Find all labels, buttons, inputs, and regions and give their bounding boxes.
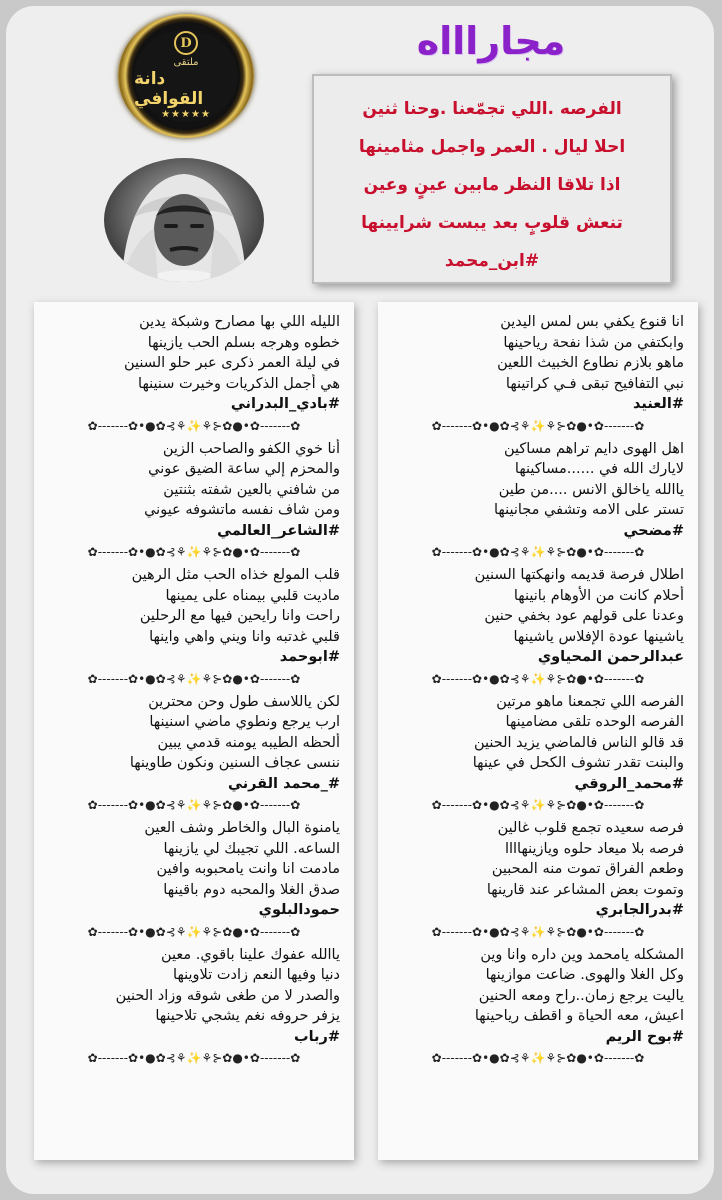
ornament-left: ✿-------✿•●✿⊰⚘ — [87, 671, 187, 686]
ornament-left: ✿-------✿•●✿⊰⚘ — [87, 545, 187, 559]
sparkle-icon: ✨ — [530, 671, 546, 686]
verse-line: فرصه سعيده تجمع قلوب غالين — [497, 820, 684, 836]
poet-name: #الشاعر_العالمي — [217, 522, 340, 539]
verse-stanza — [378, 816, 698, 921]
ornament-right: ⚘⊱✿●•✿-------✿ — [201, 671, 301, 686]
verse-stanza — [378, 943, 698, 1048]
verse-line: المشكله يامحمد وين داره وانا وين — [480, 946, 684, 963]
verse-line: الساعه. اللي تجيبك لي يازينها — [163, 840, 340, 857]
sparkle-icon: ✨ — [530, 545, 546, 559]
ornament-left: ✿-------✿•●✿⊰⚘ — [87, 418, 187, 433]
logo-name: دانة القوافي — [134, 69, 204, 109]
verse-line: تستر على الامه وتشفي مجانينها — [494, 502, 684, 518]
ornament-left: ✿-------✿•●✿⊰⚘ — [431, 924, 531, 939]
ornament-divider — [378, 921, 698, 943]
verse-line: من شافني بالعين شفته بثنتين — [163, 481, 340, 498]
sparkle-icon: ✨ — [186, 671, 202, 686]
verse-line: الليله اللي بها مصارح وشبكة يدين — [139, 314, 340, 330]
logo-stars: ★★★★★ — [161, 109, 211, 120]
verse-line: والصدر لا من طغى شوقه وزاد الحنين — [115, 987, 340, 1004]
sparkle-icon: ✨ — [186, 1051, 202, 1065]
verse-line: الفرصه الوحده تلقى مضامينها — [505, 714, 684, 730]
verse-line: نبي التفافيح تبقى فـي كراتينها — [505, 375, 684, 392]
ornament-right: ⚘⊱✿●•✿-------✿ — [201, 798, 301, 812]
poet-name: #بوح الريم — [605, 1028, 684, 1045]
verse-line: ألحظه الطيبه يومنه قدمي يبين — [157, 734, 340, 751]
ornament-left: ✿-------✿•●✿⊰⚘ — [431, 1051, 531, 1065]
poet-name: #العنيد — [633, 396, 684, 412]
verse-line: قلبي غدتبه وانا ويني واهي واينها — [149, 628, 340, 645]
right-verse-column — [378, 302, 698, 1160]
verse-line: أحلام كانت من الأوهام بانينها — [513, 587, 684, 604]
ornament-right: ⚘⊱✿●•✿-------✿ — [201, 1051, 301, 1065]
verse-line: انا قنوع يكفي بس لمس اليدين — [500, 314, 684, 330]
verse-line: ننسى عجاف السنين ونكون طاوينها — [129, 755, 340, 771]
verse-stanza — [34, 943, 354, 1048]
featured-verse-box — [312, 74, 672, 284]
ornament-divider — [34, 1047, 354, 1069]
ornament-divider — [378, 1047, 698, 1069]
poet-name: حمودالبلوي — [258, 902, 340, 918]
verse-stanza — [34, 690, 354, 795]
ornament-divider — [378, 541, 698, 563]
featured-line: احلا ليال . العمر واجمل مثامينها — [358, 137, 626, 157]
poet-name: #ابوحمد — [279, 649, 340, 665]
page-title: مجاراااه — [416, 19, 566, 63]
verse-line: وطعم الفراق تموت منه المحبين — [491, 861, 684, 877]
verse-line: فرصه بلا ميعاد حلوه ويازينهاااا — [504, 840, 684, 857]
sparkle-icon: ✨ — [530, 924, 546, 939]
verse-line: وكل الغلا والهوى. ضاعت موازينها — [485, 967, 684, 983]
left-verse-column — [34, 302, 354, 1160]
verse-stanza — [378, 690, 698, 795]
verse-stanza — [378, 302, 698, 415]
ornament-right: ⚘⊱✿●•✿-------✿ — [545, 1051, 645, 1065]
verse-line: راحت وانا رايحين فيها مع الرحلين — [139, 608, 340, 624]
logo-subtitle: ملتقى — [173, 57, 199, 68]
ornament-left: ✿-------✿•●✿⊰⚘ — [431, 418, 531, 433]
featured-author: #ابن_محمد — [444, 251, 540, 271]
ornament-left: ✿-------✿•●✿⊰⚘ — [431, 671, 531, 686]
verse-stanza — [34, 302, 354, 415]
verse-line: يامنوة البال والخاطر وشف العين — [144, 820, 340, 836]
card-frame — [6, 6, 714, 1194]
ornament-divider — [34, 668, 354, 690]
ornament-divider — [34, 794, 354, 816]
verse-line: ياالله عفوك علينا باقوي. معين — [161, 946, 340, 963]
ornament-left: ✿-------✿•●✿⊰⚘ — [87, 924, 187, 939]
poet-name: #_محمد القرني — [228, 775, 340, 792]
verse-line: خطوه وهرجه بسلم الحب يازينها — [147, 334, 340, 351]
verse-line: اطلال فرصة قديمه وانهكتها السنين — [474, 567, 684, 583]
ornament-right: ⚘⊱✿●•✿-------✿ — [545, 418, 645, 433]
ornament-divider — [34, 541, 354, 563]
verse-line: ياالله ياخالق الانس ....من طين — [498, 481, 684, 498]
poet-name: عبدالرحمن المحياوي — [537, 649, 684, 665]
poet-name: #بدرالجابري — [595, 902, 684, 918]
verse-line: اعيش، معه الحياة و اقطف رياحينها — [474, 1008, 684, 1024]
verse-line: مادمت انا وانت يامحبوبه وافين — [156, 861, 340, 877]
poet-name: #رباب — [294, 1028, 340, 1045]
verse-line: ارب يرجع ونطوي ماضي اسنينها — [149, 714, 340, 730]
verse-line: ماهو بلازم نطاوع الخبيث اللعين — [497, 355, 684, 371]
verse-line: هي أجمل الذكريات وخيرت سنينها — [138, 375, 340, 392]
ornament-right: ⚘⊱✿●•✿-------✿ — [545, 671, 645, 686]
verse-line: الفرصه اللي تجمعنا ماهو مرتين — [496, 693, 684, 710]
verse-line: لايارك الله في ......مساكينها — [514, 461, 684, 477]
sparkle-icon: ✨ — [186, 924, 202, 939]
ornament-right: ⚘⊱✿●•✿-------✿ — [201, 924, 301, 939]
verse-stanza — [34, 437, 354, 542]
verse-line: دنيا وفيها النعم زادت تلاوينها — [173, 967, 340, 983]
poet-name: #مضحي — [623, 522, 684, 539]
verse-line: صدق الغلا والمحبه دوم باقينها — [163, 881, 340, 898]
ornament-right: ⚘⊱✿●•✿-------✿ — [545, 798, 645, 812]
logo-inner — [134, 30, 238, 122]
ornament-left: ✿-------✿•●✿⊰⚘ — [87, 798, 187, 812]
verse-line: وعدنا على قولهم عود بخفي حنين — [484, 608, 684, 624]
forum-logo — [118, 14, 254, 138]
verse-line: والبنت تقدر تشوف الكحل في عينها — [472, 755, 684, 771]
ornament-right: ⚘⊱✿●•✿-------✿ — [545, 545, 645, 559]
poet-name: #محمد_الروقي — [574, 775, 684, 792]
logo-monogram: D — [174, 31, 198, 55]
ornament-right: ⚘⊱✿●•✿-------✿ — [201, 545, 301, 559]
featured-line: تنعش قلوبٍ بعد يبست شرايينها — [361, 213, 623, 233]
sparkle-icon: ✨ — [530, 418, 546, 433]
ornament-left: ✿-------✿•●✿⊰⚘ — [431, 545, 531, 559]
verse-line: قد قالو الناس فالماضي يزيد الحنين — [473, 734, 684, 751]
verse-line: وتموت بعض المشاعر عند قارينها — [486, 881, 684, 898]
verse-stanza — [378, 437, 698, 542]
sparkle-icon: ✨ — [530, 1051, 546, 1065]
verse-line: والمحزم إلي ساعة الضيق عوني — [148, 461, 340, 477]
ornament-divider — [378, 794, 698, 816]
verse-line: ماديت قلبي بيمناه على يمينها — [165, 587, 340, 604]
verse-line: لكن ياللاسف طول وحن محترين — [148, 693, 340, 710]
sparkle-icon: ✨ — [186, 418, 202, 433]
portrait-photo — [104, 158, 264, 282]
sparkle-icon: ✨ — [186, 545, 202, 559]
verse-line: يزفر حروفه نغم يشجي تلاحينها — [155, 1008, 340, 1024]
verse-line: أنا خوي الكفو والصاحب الزين — [162, 440, 340, 457]
verse-line: في ليلة العمر ذكرى عبر حلو السنين — [123, 355, 340, 371]
ornament-right: ⚘⊱✿●•✿-------✿ — [545, 924, 645, 939]
verse-line: ياشينها عودة الإفلاس ياشينها — [513, 628, 684, 645]
verse-stanza — [34, 563, 354, 668]
sparkle-icon: ✨ — [186, 798, 202, 812]
verse-line: اهل الهوى دايم تراهم مساكين — [503, 440, 684, 457]
ornament-left: ✿-------✿•●✿⊰⚘ — [87, 1051, 187, 1065]
verse-stanza — [378, 563, 698, 668]
portrait-illustration — [104, 158, 264, 282]
verse-line: قلب المولع خذاه الحب مثل الرهين — [131, 567, 340, 583]
verse-line: ياليت يرجع زمان..راح ومعه الحنين — [478, 987, 684, 1004]
ornament-left: ✿-------✿•●✿⊰⚘ — [431, 798, 531, 812]
verse-line: ومن شاف نفسه ماتشوفه عيوني — [144, 502, 340, 518]
verse-line: وابكتفي من شذا نفحة رياحينها — [503, 334, 684, 351]
featured-line: اذا تلاقا النظر مابين عينٍ وعين — [363, 175, 621, 195]
verse-stanza — [34, 816, 354, 921]
ornament-right: ⚘⊱✿●•✿-------✿ — [201, 418, 301, 433]
ornament-divider — [378, 415, 698, 437]
featured-line: الفرصه .اللي تجمّعنا .وحنا ثنين — [362, 99, 622, 119]
poet-name: #بادي_البدراني — [230, 396, 340, 412]
ornament-divider — [34, 921, 354, 943]
ornament-divider — [34, 415, 354, 437]
sparkle-icon: ✨ — [530, 798, 546, 812]
ornament-divider — [378, 668, 698, 690]
